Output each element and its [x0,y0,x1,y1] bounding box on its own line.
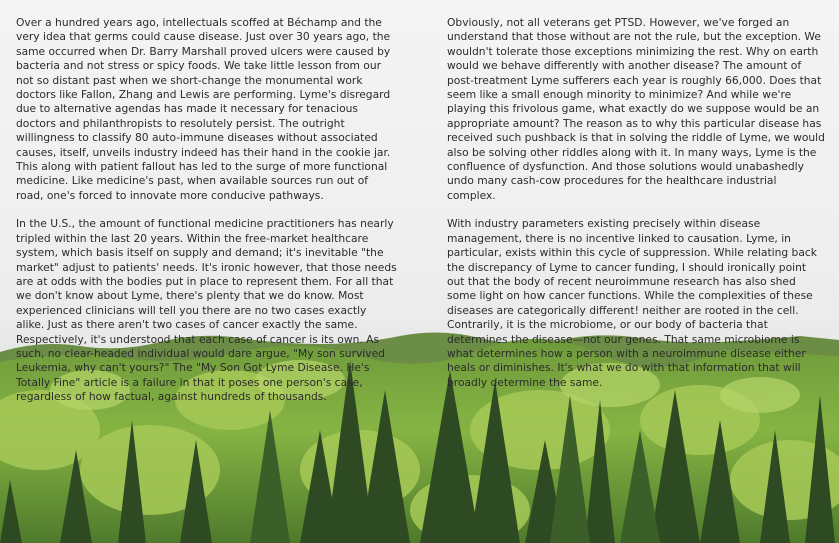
right-paragraph-2: With industry parameters existing precisely within disease management, there is no incentive linked to causation. Lyme, in particular, exists within this cycle of suppression. While relating back the discrepancy of Lyme to cancer funding, I should ironically point out that the body of recent neuroimmune research has also shed some light on how cancer functions. While the complexities of these diseases are categorically different! neither are rooted in the cell. Contrarily, it is the microbiome, or our body of bacteria that determines the disease—not our genes. That same microbiome is what determines how a person with a neuroimmune disease either heals or diminishes. It's what we do with that information that will broadly determine the same. [447,217,817,389]
right-column [447,16,825,404]
left-paragraph-2: In the U.S., the amount of functional medicine practitioners has nearly tripled within the last 20 years. Within the free-market healthcare system, which basis itself on supply and demand; it's inevitable "the market" adjust to patients' needs. It's ironic however, that those needs are at odds with the bodies put in place to represent them. For all that we don't know about Lyme, there's plenty that we do know. Most experienced clinicians will tell you there are no two cases exactly alike. Just as there aren't two cases of cancer exactly the same. Respectively, it's understood that each case of cancer is its own. As such, no clear-headed individual would dare argue, "My son survived Leukemia, why can't yours?" The "My Son Got Lyme Disease. He's Totally Fine" article is a failure in that it poses one person's case, regardless of how factual, against hundreds of thousands. [16,217,397,404]
right-paragraph-1: Obviously, not all veterans get PTSD. However, we've forged an understand that those without are not the rule, but the exception. We wouldn't tolerate those exceptions minimizing the rest. Why on earth would we behave differently with another disease? The amount of post-treatment Lyme sufferers each year is roughly 66,000. Does that seem like a small enough minority to minimize? And while we're playing this frivolous game, what exactly do we suppose would be an appropriate amount? The reason as to why this particular disease has received such pushback is that in solving the riddle of Lyme, we would also be solving other riddles along with it. In many ways, Lyme is the confluence of dysfunction. And those solutions would unabashedly undo many cash-cow procedures for the healthcare industrial complex. [447,16,825,202]
left-paragraph-1: Over a hundred years ago, intellectuals scoffed at Béchamp and the very idea that germs could cause disease. Just over 30 years ago, the same occurred when Dr. Barry Marshall proved ulcers were caused by bacteria and not stress or spicy foods. We take little lesson from our not so distant past when we short-change the monumental work doctors like Fallon, Zhang and Lewis are performing. Lyme's disregard due to alternative agendas has made it necessary for tenacious doctors and philanthropists to resolutely persist. The outright willingness to classify 80 auto-immune diseases without associated causes, itself, unveils industry indeed has their hand in the cookie jar. This along with patient fallout has led to the surge of more functional medicine. Like medicine's past, when available sources run out of road, one's forced to innovate more conducive pathways. [16,16,391,202]
left-column [16,16,398,419]
